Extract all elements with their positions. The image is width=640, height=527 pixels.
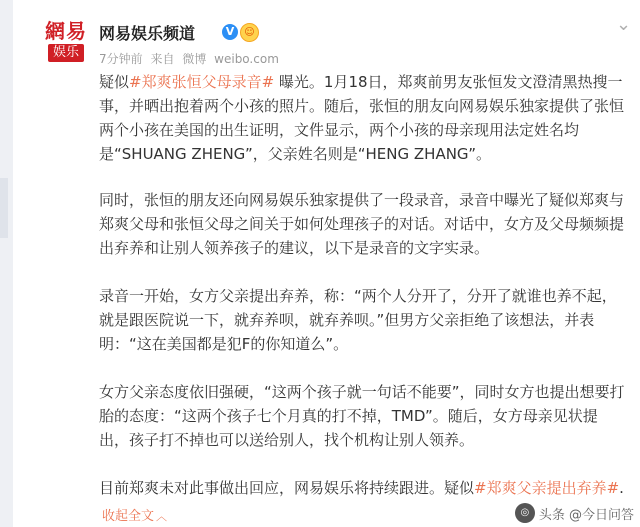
post-content [99,70,627,524]
watermark-text: 头条 @今日问答 [538,507,634,523]
verified-badge-icon: V [222,24,238,40]
vip-member-icon[interactable]: ☺ [240,23,259,42]
avatar-logo-bottom: 娱乐 [48,44,84,62]
post-time: 7分钟前 [99,52,143,66]
paragraph-5-text: 目前郑爽未对此事做出回应，网易娱乐将持续跟进。疑似 [99,479,475,497]
topic-link[interactable]: #郑爽张恒父母录音# [129,73,275,91]
source-prefix: 来自 [150,52,175,66]
topic-link[interactable]: #郑爽父亲提出弃养# [474,479,620,497]
account-name[interactable]: 网易娱乐频道 [99,24,196,43]
paragraph-2: 同时，张恒的朋友还向网易娱乐独家提供了一段录音，录音中曝光了疑似郑爽与郑爽父母和张恒父母之间关于如何处理孩子的对话。对话中，女方及父母频频提出弃养和让别人领养孩子的建议，以下是录音的文字实录。 [99,191,625,257]
source-name[interactable]: 微博 [182,52,207,66]
avatar[interactable] [40,20,92,72]
paragraph-1-prefix: 疑似 [99,73,130,91]
avatar-logo-top: 網易 [45,19,87,43]
chevron-up-icon: ︿ [156,510,168,523]
watermark-logo-icon: ◎ [515,503,535,523]
paragraph-3: 录音一开始，女方父亲提出弃养，称：“两个人分开了，分开了就谁也养不起，就是跟医院说一下，就弃养呗，就弃养呗。”但男方父亲拒绝了该想法，并表明：“这在美国都是犯F的你知道么”。 [99,287,617,353]
left-edge-tab [0,178,8,238]
collapse-text-label: 收起全文 [102,509,155,524]
paragraph-1 [99,70,627,166]
post-meta [99,50,283,67]
paragraph-4: 女方父亲态度依旧强硬，“这两个孩子就一句话不能要”，同时女方也提出想要打胎的态度：“这两个孩子七个月真的打不掉，TMD”。随后，女方母亲见状提出，孩子打不掉也可以送给别人，找个机构让别人领养。 [99,383,625,449]
source-site[interactable]: weibo.com [214,52,279,66]
chevron-down-icon[interactable]: ⌄ [616,14,632,35]
paragraph-1-text: 曝光。1月18日，郑爽前男友张恒发文澄清黑热搜一事，并晒出抱着两个小孩的照片。随后，张恒的朋友向网易娱乐独家提供了张恒两个小孩在美国的出生证明，文件显示，两个小孩的母亲现用法定姓名均是“SHUANG ZHENG”，父亲姓名则是“HENG ZHANG”。 [99,73,625,163]
left-edge-panel [0,0,13,527]
weibo-post [30,0,640,527]
collapse-text-link[interactable] [102,505,167,524]
paragraph-5-end: . [619,479,624,497]
watermark [515,503,634,523]
paragraph-5 [99,476,627,500]
